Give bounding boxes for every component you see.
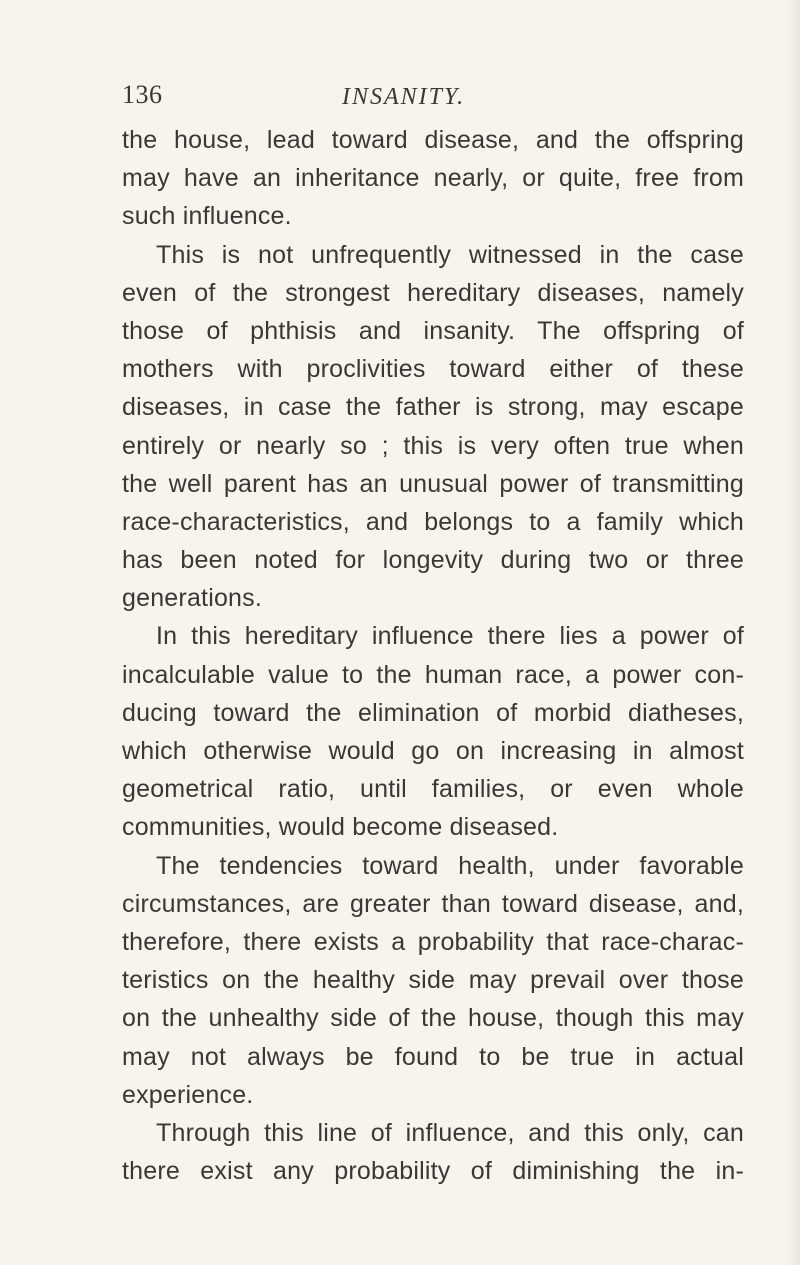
text-line: the house, lead toward disease, and the offspring [122, 126, 744, 154]
text-line: In this hereditary influence there lies a power of [156, 622, 744, 651]
text-line: entirely or nearly so ; this is very often true when [122, 431, 744, 460]
text-line: may not always be found to be true in actual [122, 1042, 744, 1071]
text-line: such influence. [122, 202, 292, 231]
text-line: on the unhealthy side of the house, though this may [122, 1004, 744, 1033]
page-edge-shadow [786, 0, 800, 1265]
text-line: diseases, in case the father is strong, may escape [122, 393, 744, 422]
running-head [122, 80, 742, 116]
text-line: mothers with proclivities toward either of these [122, 355, 744, 384]
text-line: communities, would become diseased. [122, 813, 559, 842]
text-line: geometrical ratio, until families, or even whole [122, 775, 744, 804]
text-line: race-characteristics, and belongs to a family which [122, 507, 744, 536]
text-line: The tendencies toward health, under favorable [156, 851, 744, 880]
text-line: has been noted for longevity during two or three [122, 546, 744, 575]
text-line: ducing toward the elimination of morbid diatheses, [122, 698, 744, 727]
text-line: the well parent has an unusual power of transmitting [122, 469, 744, 498]
running-title: INSANITY. [342, 84, 466, 110]
text-line: experience. [122, 1080, 254, 1109]
text-line: there exist any probability of diminishing the in- [122, 1157, 744, 1186]
text-line: which otherwise would go on increasing in almost [122, 737, 744, 765]
text-line: circumstances, are greater than toward disease, and, [122, 889, 744, 918]
text-line: This is not unfrequently witnessed in the case [156, 240, 744, 269]
text-line: may have an inheritance nearly, or quite, free from [122, 164, 744, 193]
text-line: teristics on the healthy side may prevail over those [122, 966, 744, 995]
text-line: even of the strongest hereditary diseases, namely [122, 278, 744, 307]
text-line: those of phthisis and insanity. The offspring of [122, 316, 744, 345]
text-line: generations. [122, 584, 262, 613]
text-line: incalculable value to the human race, a power con- [122, 660, 744, 689]
text-line: Through this line of influence, and this only, can [156, 1118, 744, 1147]
body-text [122, 121, 744, 1190]
text-line: therefore, there exists a probability that race-charac- [122, 927, 744, 956]
page-number: 136 [122, 80, 163, 109]
